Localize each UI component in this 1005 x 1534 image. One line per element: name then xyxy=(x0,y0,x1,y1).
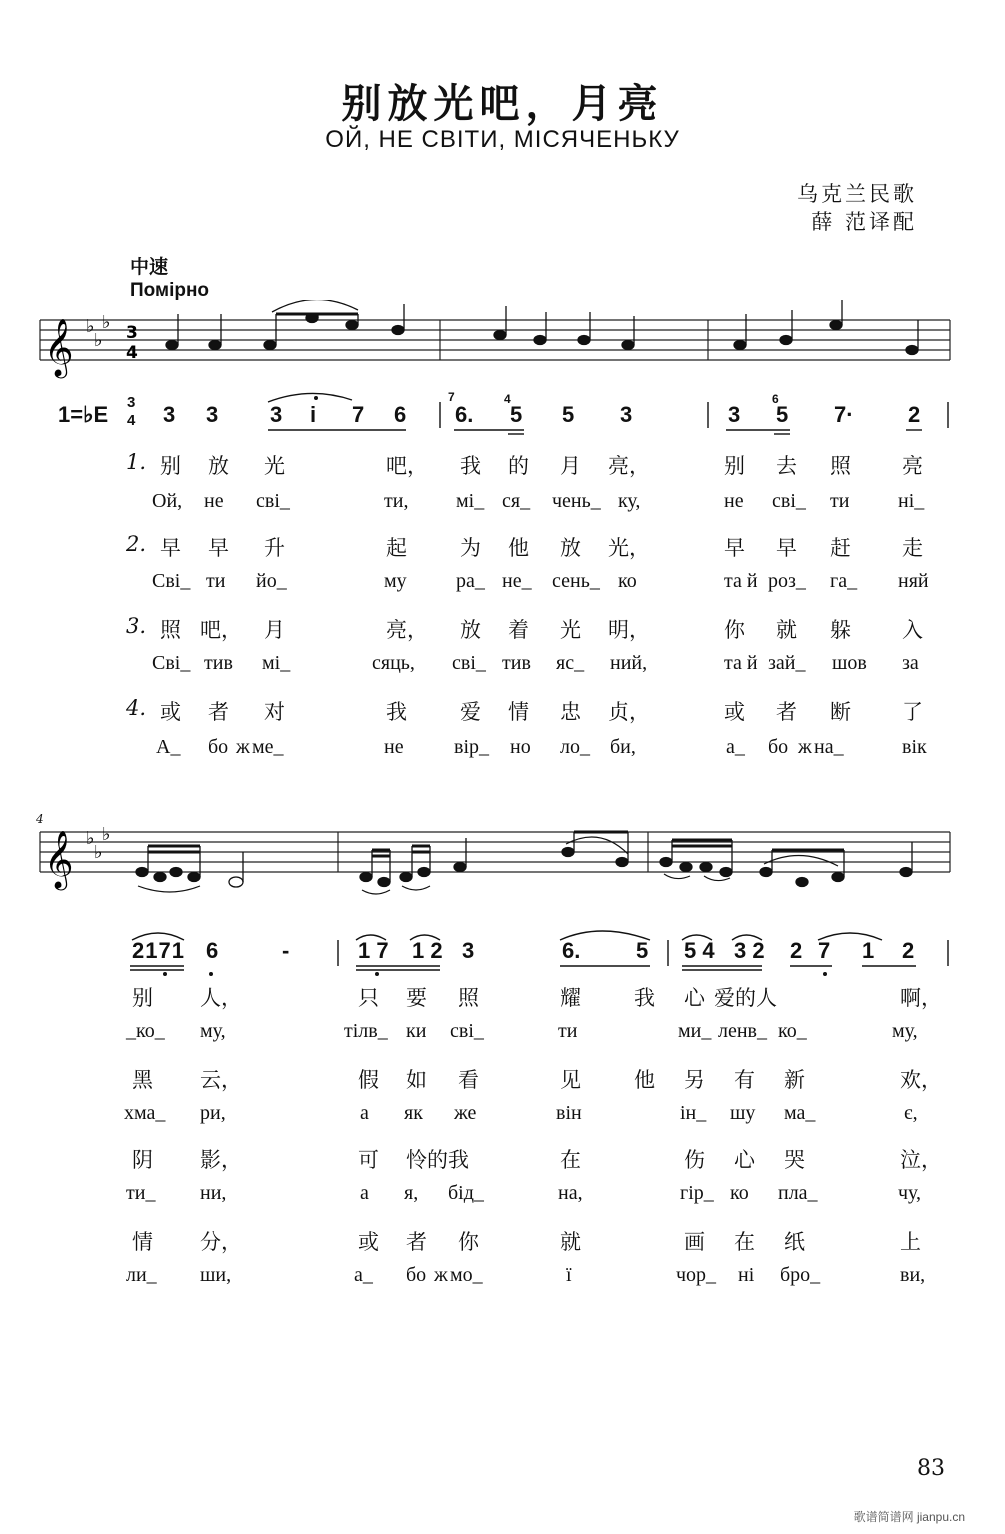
jianpu-note: 5 4 xyxy=(684,938,715,963)
jianpu-note: i xyxy=(310,402,317,427)
jianpu-note: 3 xyxy=(728,402,741,427)
jianpu-note: 3 xyxy=(270,402,283,427)
svg-text:♭: ♭ xyxy=(94,842,103,863)
jianpu-marks-1 xyxy=(0,380,1005,440)
credit-translator: 薛 范译配 xyxy=(811,210,917,234)
jianpu-note: 7 xyxy=(352,402,365,427)
grace-note: 4 xyxy=(504,392,511,406)
page-number: 83 xyxy=(917,1456,945,1481)
jianpu-note: 3 xyxy=(462,938,475,963)
svg-text:♭: ♭ xyxy=(102,312,111,333)
svg-text:♭: ♭ xyxy=(86,828,95,849)
jianpu-note: 6. xyxy=(455,402,474,427)
jianpu-note: 5 xyxy=(562,402,575,427)
jianpu-note: 2 xyxy=(902,938,915,963)
jianpu-note: 1 2 xyxy=(412,938,443,963)
treble-clef-icon: 𝄞 xyxy=(44,318,74,376)
song-subtitle: ОЙ, НЕ СВІТИ, МІСЯЧЕНЬКУ xyxy=(325,126,680,153)
jianpu-note: 6 xyxy=(394,402,407,427)
svg-text:♭: ♭ xyxy=(86,316,95,337)
jianpu-note: 6 xyxy=(206,938,219,963)
svg-text:4: 4 xyxy=(126,343,138,363)
jianpu-note: 3 xyxy=(620,402,633,427)
jianpu-note: 1 7 xyxy=(358,938,389,963)
svg-text:♭: ♭ xyxy=(94,330,103,351)
jianpu-note: 3 2 xyxy=(734,938,765,963)
jianpu-note: 1 xyxy=(862,938,875,963)
jianpu-note: 3 xyxy=(163,402,176,427)
jianpu-marks-2 xyxy=(0,918,1005,978)
time-sig-top: 3 xyxy=(127,394,136,411)
key-signature: 1=♭E xyxy=(58,402,109,427)
jianpu-note: 2 xyxy=(790,938,803,963)
jianpu-note: - xyxy=(282,938,290,963)
watermark: 歌谱简谱网 jianpu.cn xyxy=(853,1510,965,1524)
svg-text:𝄞: 𝄞 xyxy=(44,830,74,888)
staff-system-1 xyxy=(0,300,1005,390)
jianpu-note: 2 xyxy=(908,402,921,427)
jianpu-note: 6. xyxy=(562,938,581,963)
jianpu-note: 5 xyxy=(510,402,523,427)
jianpu-note: 5 xyxy=(636,938,649,963)
grace-note: 7 xyxy=(448,390,455,404)
jianpu-note: 7· xyxy=(834,402,854,427)
grace-note: 6 xyxy=(772,392,779,406)
jianpu-note: 2171 xyxy=(132,938,185,963)
svg-text:3: 3 xyxy=(126,323,138,343)
time-sig-bottom: 4 xyxy=(127,412,136,429)
credit-origin: 乌克兰民歌 xyxy=(797,182,917,206)
jianpu-note: 5 xyxy=(776,402,789,427)
tempo-uk: Помірно xyxy=(130,280,210,301)
svg-text:♭: ♭ xyxy=(102,824,111,845)
jianpu-note: 3 xyxy=(206,402,219,427)
jianpu-note: 7 xyxy=(818,938,831,963)
measure-number: 4 xyxy=(36,812,44,826)
song-title: 别放光吧，月亮 xyxy=(341,80,664,127)
tempo-zh: 中速 xyxy=(130,257,169,278)
staff-system-2 xyxy=(0,810,1005,900)
